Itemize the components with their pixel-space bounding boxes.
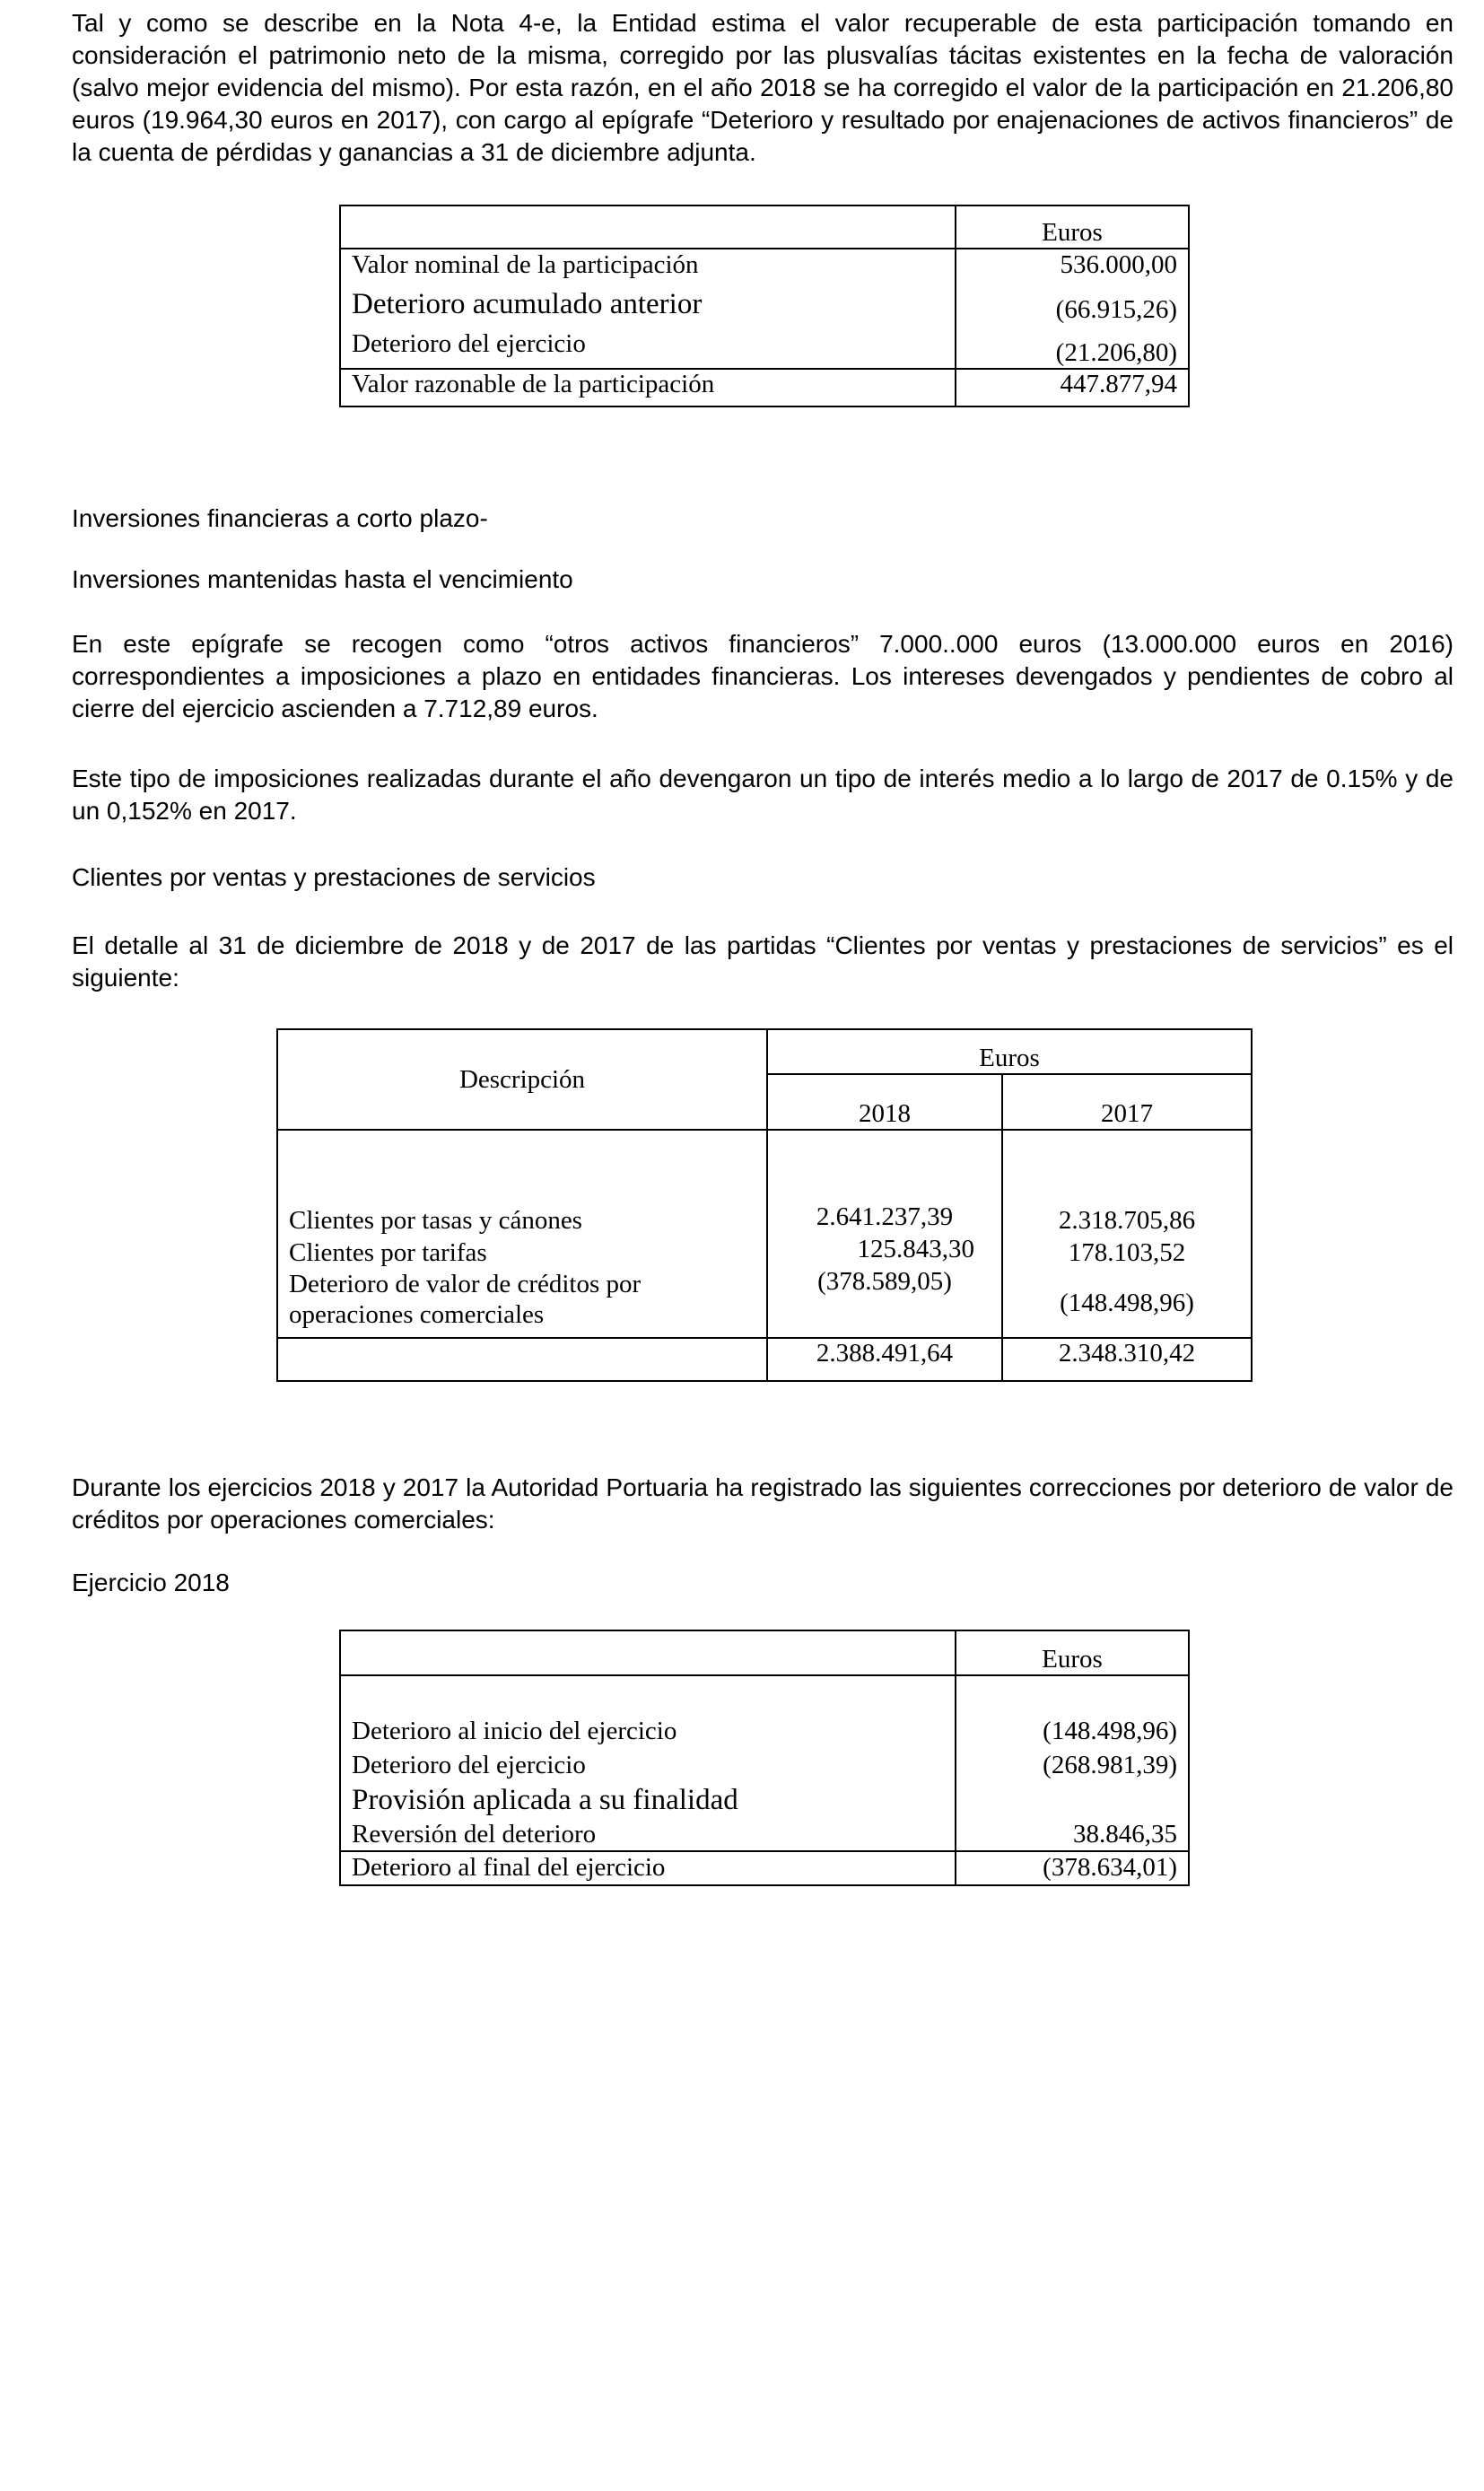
table2-value-2018: (378.589,05) <box>817 1267 952 1296</box>
table2-row-label: Clientes por tasas y cánones <box>289 1206 582 1235</box>
table1-value-0: 536.000,00 <box>1060 250 1177 279</box>
heading-short-term: Inversiones financieras a corto plazo- <box>72 504 488 532</box>
heading-clients: Clientes por ventas y prestaciones de servicios <box>72 863 596 891</box>
table1-total-label: Valor razonable de la participación <box>340 369 956 406</box>
table3-row-label: Provisión aplicada a su finalidad <box>352 1784 738 1816</box>
table2-year-2018: 2018 <box>767 1074 1002 1130</box>
table1-value-1: (66.915,26) <box>1055 295 1177 324</box>
table2-total-2018: 2.388.491,64 <box>767 1338 1002 1381</box>
table2-desc-header: Descripción <box>277 1029 767 1130</box>
table2-row-label: Deterioro de valor de créditos por <box>289 1270 642 1298</box>
table3-row-value <box>967 1782 1177 1818</box>
table2-total-2017: 2.348.310,42 <box>1002 1338 1252 1381</box>
heading-year-2018: Ejercicio 2018 <box>72 1569 230 1596</box>
table1-header: Euros <box>956 205 1189 249</box>
clients-table <box>276 1028 1253 1382</box>
table1-label-2: Deterioro del ejercicio <box>352 329 586 358</box>
paragraph-corrections: Durante los ejercicios 2018 y 2017 la Autoridad Portuaria ha registrado las siguientes correcciones por deterioro de valor de créditos por operaciones comerciales: <box>72 1473 1453 1534</box>
table2-year-2017: 2017 <box>1002 1074 1252 1130</box>
table2-value-2017: (148.498,96) <box>1060 1289 1194 1317</box>
table3-row-label: Deterioro al inicio del ejercicio <box>352 1717 677 1745</box>
table3-row-label: Deterioro del ejercicio <box>352 1751 586 1779</box>
table2-value-2018: 2.641.237,39 <box>816 1202 954 1231</box>
table3-row-value: (148.498,96) <box>1043 1717 1177 1745</box>
table1-value-2: (21.206,80) <box>1055 338 1177 367</box>
table1-label-0: Valor nominal de la participación <box>352 250 699 279</box>
impairment-table <box>339 1630 1190 1886</box>
table3-row-value: 38.846,35 <box>1073 1820 1177 1849</box>
table2-value-2018: 125.843,30 <box>857 1235 974 1263</box>
table2-row-label: Clientes por tarifas <box>289 1238 487 1267</box>
table1-label-1: Deterioro acumulado anterior <box>352 288 703 320</box>
table3-final-value: (378.634,01) <box>956 1851 1189 1885</box>
table2-euros-header: Euros <box>767 1029 1252 1074</box>
table2-value-2017: 178.103,52 <box>1068 1238 1186 1267</box>
table3-header: Euros <box>956 1630 1189 1675</box>
intro-paragraph: Tal y como se describe en la Nota 4-e, la Entidad estima el valor recuperable de esta participación tomando en consideración el patrimonio neto de la misma, corregido por las plusvalías tácitas existentes en la fecha de valoración (salvo mejor evidencia del mismo). Por esta razón, en el año 2018 se ha corregido el valor de la participación en 21.206,80 euros (19.964,30 euros en 2017), con cargo al epígrafe “Deterioro y resultado por enajenaciones de activos financieros” de la cuenta de pérdidas y ganancias a 31 de diciembre adjunta. <box>72 9 1453 166</box>
table3-row-value: (268.981,39) <box>1043 1751 1177 1779</box>
table3-final-label: Deterioro al final del ejercicio <box>340 1851 956 1885</box>
heading-held-to-maturity: Inversiones mantenidas hasta el vencimiento <box>72 565 573 593</box>
paragraph-deposits: En este epígrafe se recogen como “otros activos financieros” 7.000..000 euros (13.000.000 euros en 2016) correspondientes a imposiciones a plazo en entidades financieras. Los intereses devengados y pendientes de cobro al cierre del ejercicio ascienden a 7.712,89 euros. <box>72 630 1453 722</box>
participation-table <box>339 205 1190 407</box>
table2-row-label: operaciones comerciales <box>289 1300 545 1329</box>
table3-row-label: Reversión del deterioro <box>352 1820 597 1849</box>
table1-total-value: 447.877,94 <box>956 369 1189 406</box>
table2-value-2017: 2.318.705,86 <box>1058 1206 1196 1235</box>
paragraph-interest: Este tipo de imposiciones realizadas durante el año devengaron un tipo de interés medio a lo largo de 2017 de 0.15% y de un 0,152% en 2017. <box>72 765 1453 825</box>
paragraph-clients: El detalle al 31 de diciembre de 2018 y de 2017 de las partidas “Clientes por ventas y prestaciones de servicios” es el siguiente: <box>72 931 1453 992</box>
